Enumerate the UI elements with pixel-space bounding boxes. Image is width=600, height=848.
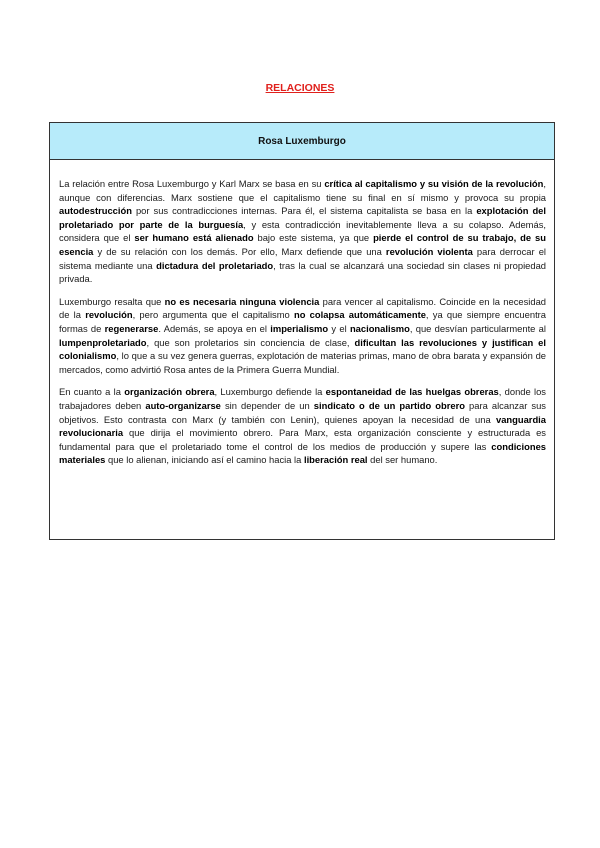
text-run: En cuanto a la (59, 386, 125, 398)
text-run: y el (328, 322, 350, 334)
section-header (50, 123, 554, 160)
text-run: , que desvían particularmente al (409, 322, 546, 334)
bold-phrase: crítica al capitalismo y su visión de la revolución (324, 178, 544, 189)
bold-phrase: liberación real (303, 454, 368, 466)
bold-phrase: nacionalismo (349, 322, 410, 334)
text-run: , aunque con diferencias. Marx sostiene que el capitalismo tiene su final en sí mismo y provoca su propia (59, 178, 546, 203)
text-run: Luxemburgo resalta que (59, 295, 165, 307)
bold-phrase: sindicato o de un partido obrero (313, 399, 465, 411)
paragraph-2 (59, 295, 546, 377)
bold-phrase: no colapsa automáticamente (293, 309, 426, 321)
text-run: sin depender de un (220, 399, 314, 411)
text-run: y de su relación con los demás. Por ello, Marx defiende que una (93, 245, 386, 257)
text-run: por sus contradicciones internas. Para él, el sistema capitalista se basa en la (131, 205, 477, 217)
section-body (50, 160, 554, 467)
text-run: , lo que a su vez genera guerras, explotación de materias primas, mano de obra barata y expansión de mercados, como advirtió Rosa antes de la Primera Guerra Mundial. (59, 350, 546, 375)
bold-phrase: regenerarse (104, 322, 159, 334)
text-run: , ya que siempre encuentra formas de (59, 309, 547, 334)
bold-phrase: lumpenproletariado (59, 336, 147, 348)
text-run: , y esta contradicción inevitablemente lleva a su colapso. Además, considera que el (59, 218, 546, 244)
document-title: RELACIONES (265, 82, 335, 94)
bold-phrase: revolución (85, 309, 133, 321)
bold-phrase: condiciones materiales (59, 440, 546, 466)
section-box (49, 122, 555, 540)
bold-phrase: imperialismo (270, 322, 329, 334)
text-run: . Además, se apoya en el (158, 322, 271, 334)
text-run: La relación entre Rosa Luxemburgo y Karl Marx se basa en su (59, 178, 325, 189)
text-run: , pero argumenta que el capitalismo (132, 309, 294, 321)
text-run: , tras la cual se alcanzará una sociedad sin clases ni propiedad privada. (59, 259, 547, 285)
text-run: , donde los trabajadores deben (59, 386, 546, 411)
section-heading: Rosa Luxemburgo (258, 135, 346, 147)
paragraph-3 (59, 385, 546, 467)
text-run: para derrocar el sistema mediante una (59, 245, 546, 271)
text-run: que dirija el movimiento obrero. Para Marx, esta organización consciente y estructurada es fundamental para que el proletariado tome el control de los medios de producción y supere las (59, 427, 546, 452)
text-run: para vencer al capitalismo. Coincide en la necesidad de la (59, 295, 547, 321)
bold-phrase: pierde el control de su trabajo, de su esencia (59, 232, 546, 257)
text-run: , Luxemburgo defiende la (214, 386, 326, 398)
text-run: bajo este sistema, ya que (253, 232, 374, 244)
paragraph-1 (59, 177, 546, 286)
bold-phrase: no es necesaria ninguna violencia (164, 295, 320, 307)
bold-phrase: revolución violenta (385, 245, 473, 257)
bold-phrase: explotación del proletariado por parte de la burguesía (59, 205, 546, 230)
text-run: , que son proletarios sin conciencia de clase, (146, 336, 355, 348)
bold-phrase: vanguardia revolucionaria (59, 413, 546, 439)
bold-phrase: ser humano está alienado (134, 232, 254, 244)
text-run: para alcanzar sus objetivos. Esto contrasta con Marx (y también con Lenin), quienes apoyan la necesidad de una (59, 399, 546, 425)
bold-phrase: dictadura del proletariado (156, 259, 274, 271)
bold-phrase: dificultan las revoluciones y justifican el colonialismo (59, 336, 546, 362)
bold-phrase: autodestrucción (59, 205, 132, 217)
text-run: del ser humano. (367, 454, 438, 466)
text-run: que lo alienan, iniciando así el camino hacia la (105, 454, 304, 466)
bold-phrase: auto-organizarse (145, 399, 221, 411)
bold-phrase: organización obrera (124, 386, 215, 398)
bold-phrase: espontaneidad de las huelgas obreras (325, 386, 499, 398)
